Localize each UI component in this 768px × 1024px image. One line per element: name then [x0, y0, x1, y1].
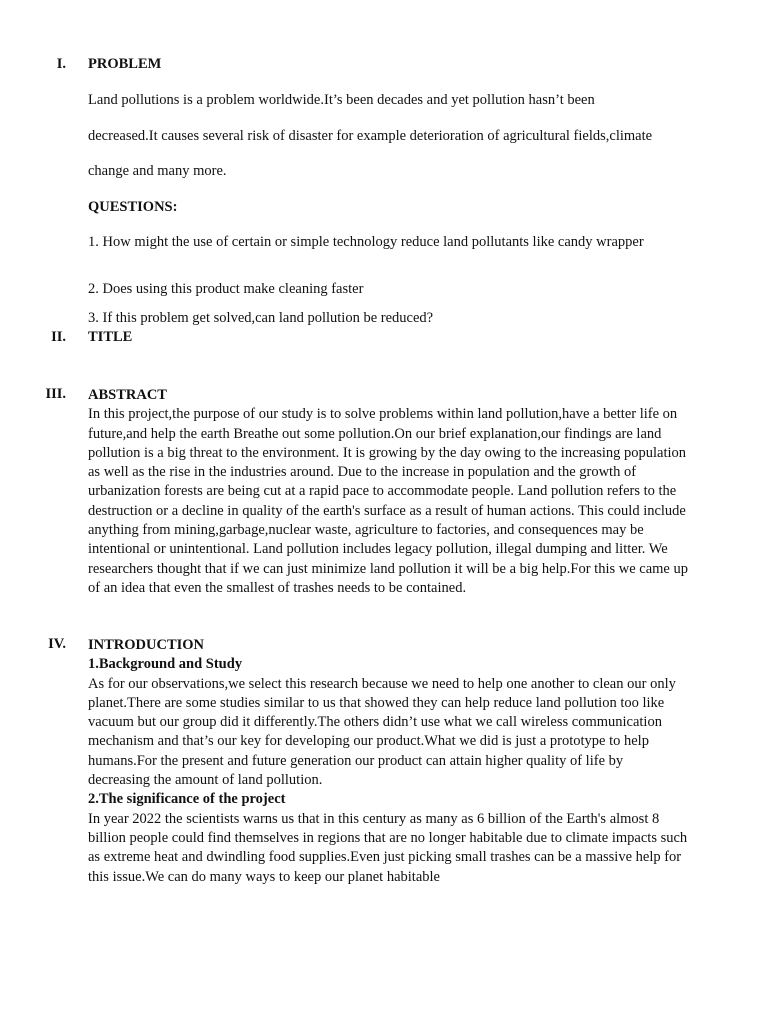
- significance-paragraph: In year 2022 the scientists warns us that in this century as many as 6 billion of the Earth's almost 8 billion people could find themselves in regions that are no longer habitable due to climate impacts such as extreme heat and dwindling food supplies.Even just picking small trashes can be a massive help for this issue.We can do many ways to keep our planet habitable: [88, 810, 688, 885]
- section-heading-abstract: ABSTRACT: [88, 387, 167, 403]
- section-heading-introduction: INTRODUCTION: [88, 637, 205, 653]
- section-heading-title: TITLE: [88, 329, 133, 345]
- section-numeral-abstract: III.: [45, 386, 66, 402]
- question-1: 1. How might the use of certain or simple technology reduce land pollutants like candy wrapper: [88, 234, 644, 250]
- section-numeral-title: II.: [51, 329, 66, 345]
- question-2: 2. Does using this product make cleaning faster: [88, 281, 364, 297]
- abstract-block: [88, 386, 688, 598]
- problem-line-2: decreased.It causes several risk of disaster for example deterioration of agricultural fields,climate: [88, 128, 653, 144]
- problem-line-1: Land pollutions is a problem worldwide.It’s been decades and yet pollution hasn’t been: [88, 92, 595, 108]
- abstract-paragraph: In this project,the purpose of our study is to solve problems within land pollution,have a better life on future,and help the earth Breathe out some pollution.On our brief explanation,our findings are land pollution is a big threat to the environment. It is growing by the day owing to the increasing population as well as the rise in the industries around. Due to the increase in population and the growth of urbanization forests are being cut at a rapid pace to accommodate people. Land pollution refers to the destruction or a decline in quality of the earth's surface as a result of human actions. This could include anything from mining,garbage,nuclear waste, agriculture to factories, and consequences may be intentional or unintentional. Land pollution includes legacy pollution, illegal dumping and litter. We researchers thought that if we can just minimize land pollution it will be a big help.For this we came up of an idea that even the smallest of trashes needs to be contained.: [88, 406, 688, 596]
- questions-heading: QUESTIONS:: [88, 199, 178, 215]
- section-heading-problem: PROBLEM: [88, 56, 162, 72]
- section-numeral-problem: I.: [56, 56, 66, 72]
- section-numeral-introduction: IV.: [48, 636, 66, 652]
- problem-line-3: change and many more.: [88, 163, 227, 179]
- background-study-heading: 1.Background and Study: [88, 656, 243, 673]
- question-3: 3. If this problem get solved,can land pollution be reduced?: [88, 310, 434, 326]
- background-study-paragraph: As for our observations,we select this research because we need to help one another to clean our only planet.There are some studies similar to us that showed they can help reduce land pollution too like vacuum but our group did it differently.The others didn’t use what we call wireless communication mechanism and that’s our key for developing our product.What we did is just a prototype to help humans.For the present and future generation our product can attain higher quality of life by decreasing the amount of land pollution.: [88, 675, 676, 789]
- introduction-block: [88, 636, 688, 887]
- significance-heading: 2.The significance of the project: [88, 791, 286, 808]
